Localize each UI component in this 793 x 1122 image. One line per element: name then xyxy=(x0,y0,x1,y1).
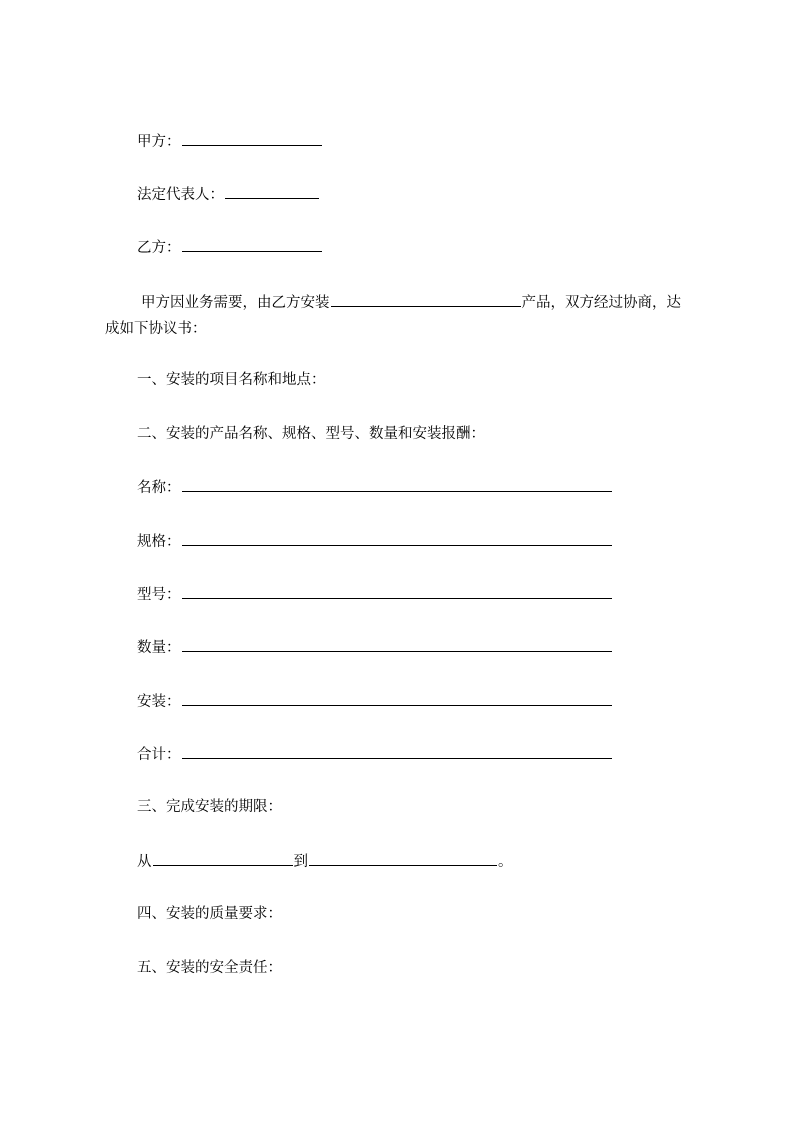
product-quantity-blank[interactable] xyxy=(182,637,612,652)
section-1-heading: 一、安装的项目名称和地点： xyxy=(137,372,326,388)
section-5-heading: 五、安装的安全责任： xyxy=(137,960,282,976)
product-model-label: 型号： xyxy=(137,587,181,603)
period-to-label: 到 xyxy=(293,854,308,870)
intro-paragraph xyxy=(105,290,695,342)
party-b-label: 乙方： xyxy=(137,240,181,256)
intro-text-before: 甲方因业务需要，由乙方安装 xyxy=(141,295,330,311)
install-product-blank[interactable] xyxy=(331,293,521,307)
product-install-line xyxy=(137,691,613,711)
period-line xyxy=(137,851,513,871)
period-end-mark: 。 xyxy=(498,854,513,870)
party-a-line xyxy=(137,131,323,151)
product-install-blank[interactable] xyxy=(182,691,612,706)
product-spec-label: 规格： xyxy=(137,534,181,550)
party-a-blank[interactable] xyxy=(182,131,322,146)
product-quantity-label: 数量： xyxy=(137,640,181,656)
period-end-blank[interactable] xyxy=(309,851,497,866)
product-model-blank[interactable] xyxy=(182,584,612,599)
section-3-heading: 三、完成安装的期限： xyxy=(137,799,282,815)
legal-rep-blank[interactable] xyxy=(225,184,319,199)
product-name-line xyxy=(137,477,613,497)
product-total-label: 合计： xyxy=(137,747,181,763)
section-2-heading: 二、安装的产品名称、规格、型号、数量和安装报酬： xyxy=(137,426,485,442)
product-name-label: 名称： xyxy=(137,480,181,496)
product-spec-line xyxy=(137,531,613,551)
party-b-blank[interactable] xyxy=(182,237,322,252)
product-quantity-line xyxy=(137,637,613,657)
legal-rep-line xyxy=(137,184,320,204)
product-name-blank[interactable] xyxy=(182,477,612,492)
legal-rep-label: 法定代表人： xyxy=(137,187,224,203)
product-install-label: 安装： xyxy=(137,694,181,710)
party-a-label: 甲方： xyxy=(137,134,181,150)
intro-text-after: 产品，双方经过协商，达成如下协议书： xyxy=(105,295,681,337)
party-b-line xyxy=(137,237,323,257)
period-from-label: 从 xyxy=(137,854,152,870)
period-start-blank[interactable] xyxy=(153,851,293,866)
product-model-line xyxy=(137,584,613,604)
product-total-line xyxy=(137,744,613,764)
section-4-heading: 四、安装的质量要求： xyxy=(137,906,282,922)
product-spec-blank[interactable] xyxy=(182,531,612,546)
product-total-blank[interactable] xyxy=(182,744,612,759)
